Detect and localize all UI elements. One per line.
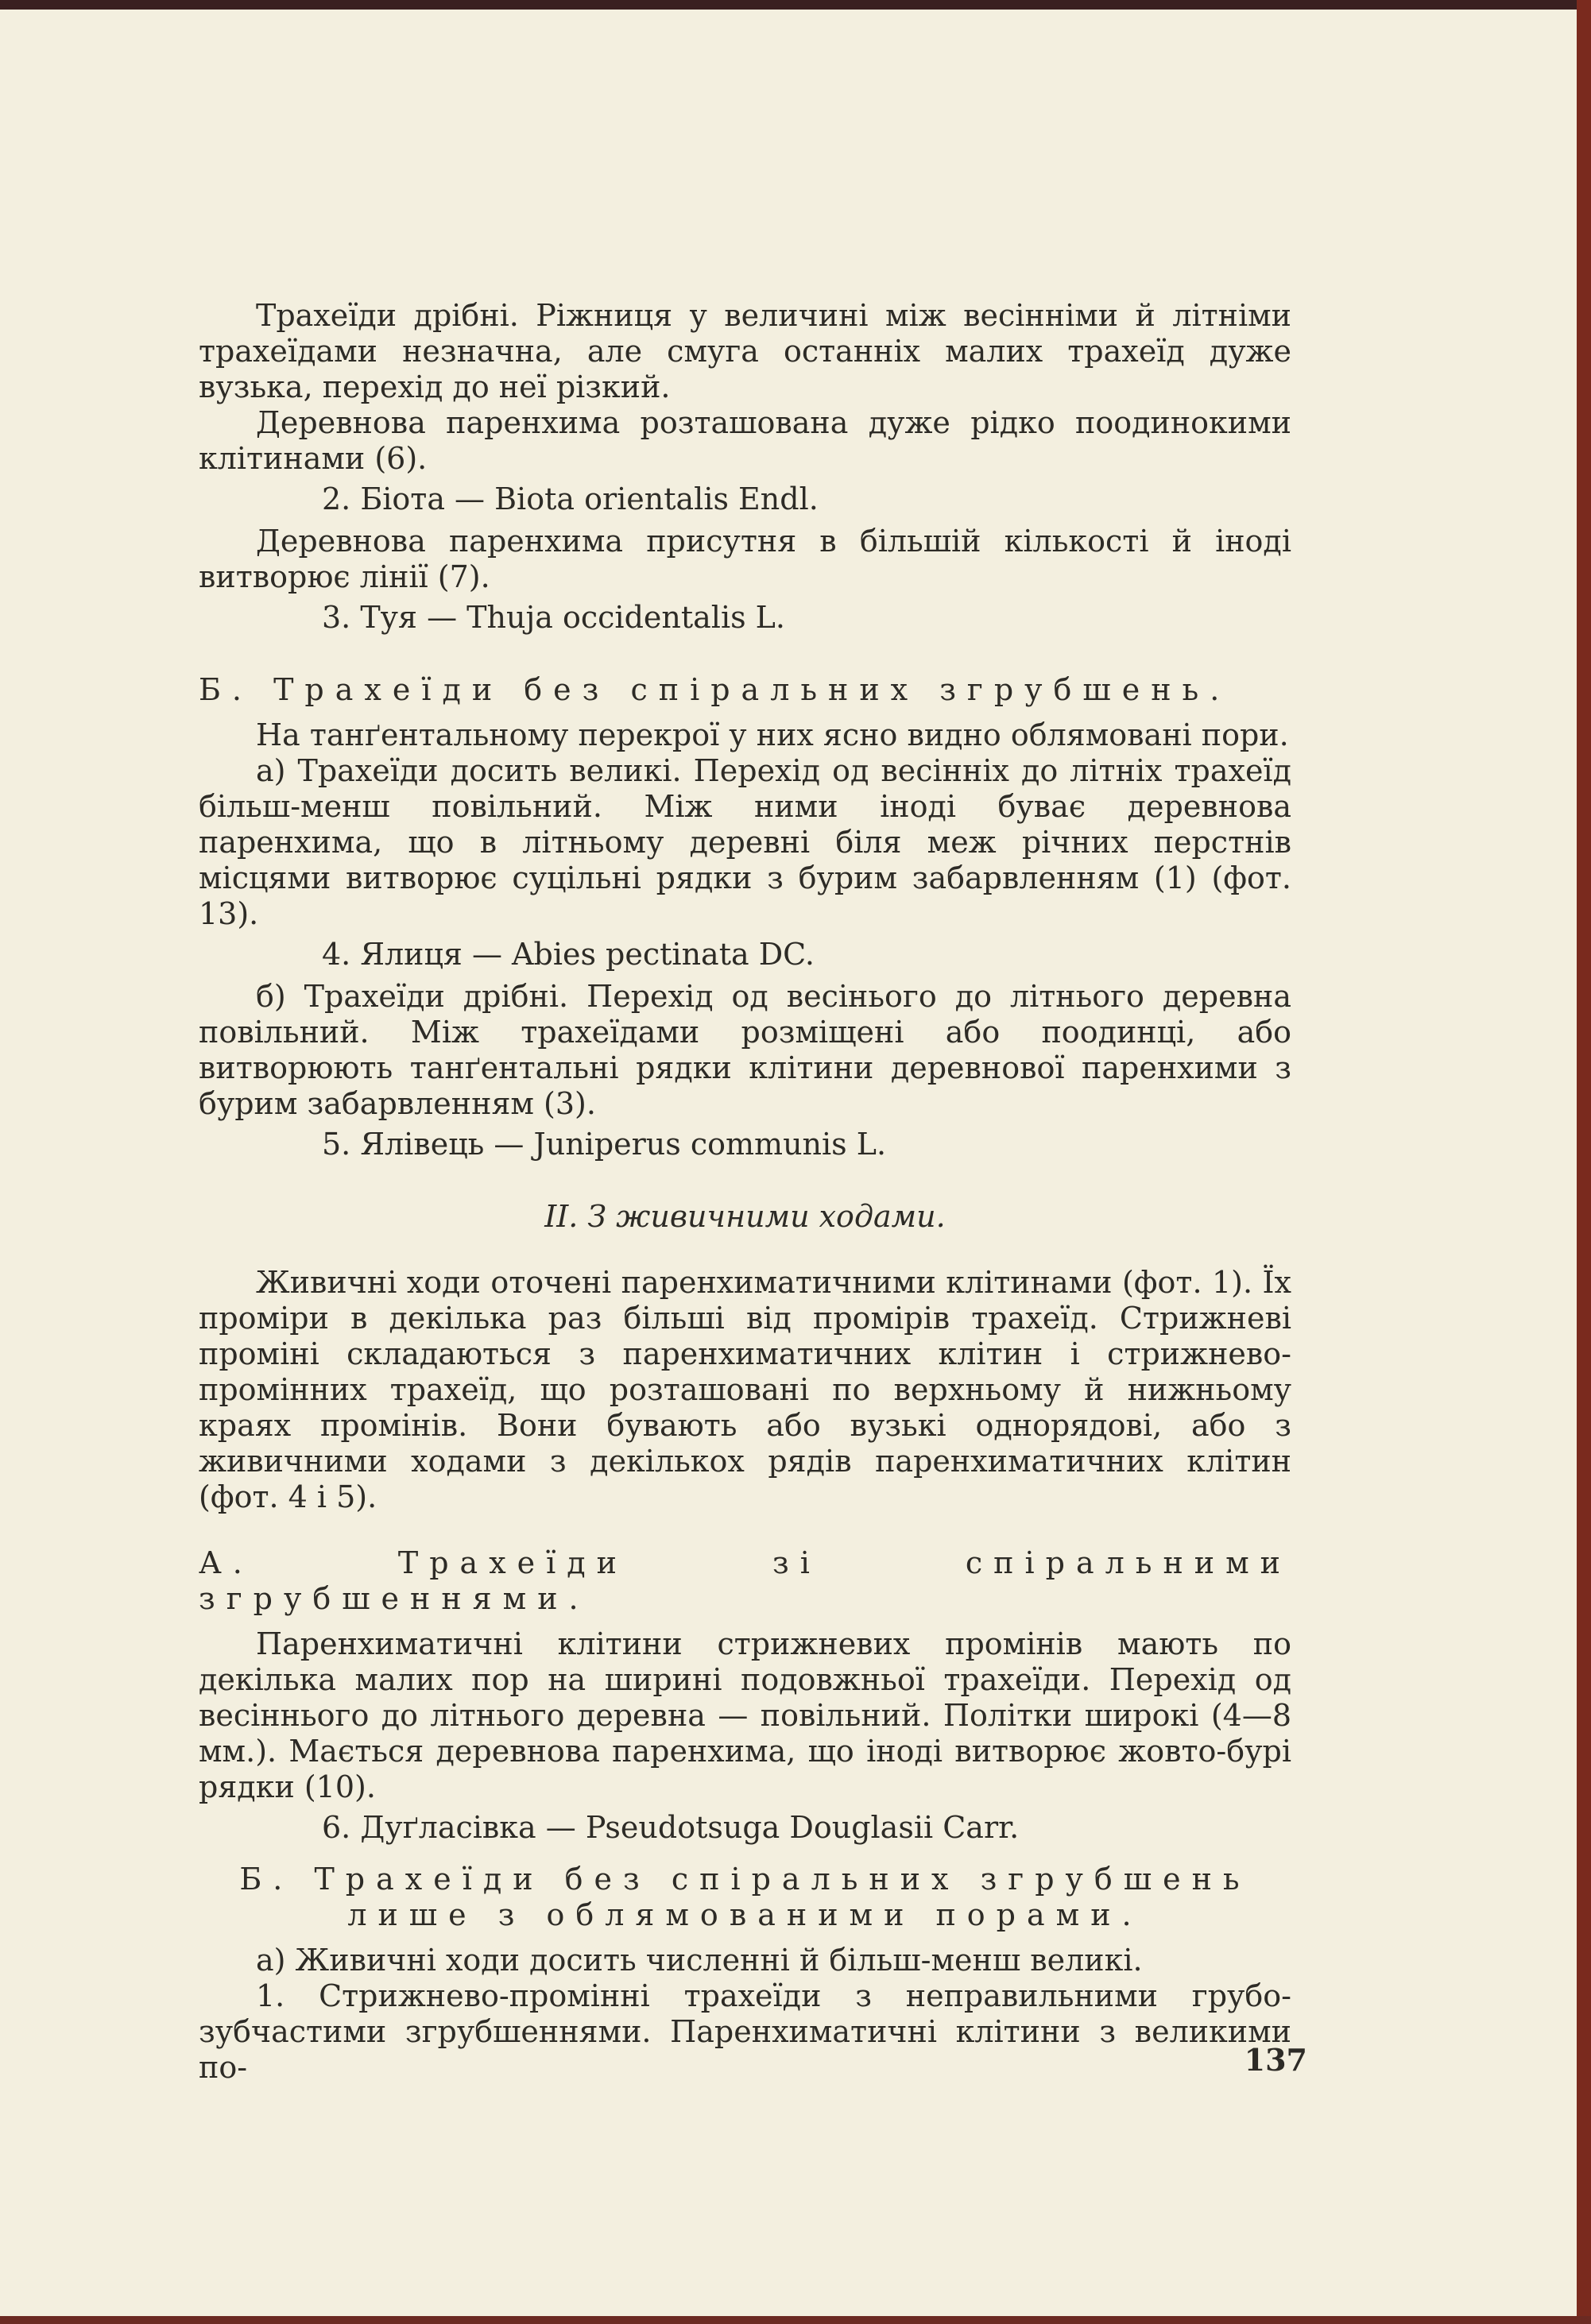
- taxon-entry: 3. Туя — Thuja occidentalis L.: [322, 600, 785, 635]
- paragraph: Трахеїди дрібні. Ріжниця у величині між весінніми й літніми трахеїдами незначна, але смуга останніх малих трахеїд дуже вузька, перехід до неї різкий.: [199, 298, 1291, 404]
- section-heading-continued: лише з облямованими порами.: [347, 1897, 1143, 1932]
- page-body: [199, 298, 1291, 2086]
- paragraph: Деревнова паренхима розташована дуже рідко поодинокими клітинами (6).: [199, 405, 1291, 476]
- section-heading: Б. Трахеїди без спіральних згрубшень: [239, 1862, 1251, 1897]
- bottom-edge: [0, 2316, 1591, 2324]
- binding-edge: [1577, 0, 1591, 2324]
- paragraph: Живичні ходи оточені паренхиматичними клітинами (фот. 1). Їх проміри в декілька раз більші від промірів трахеїд. Стрижневі проміні складаються з паренхиматичних клітин і стрижнево-промінних трахеїд, що розташовані по верхньому й нижньому краях промінів. Вони бувають або вузькі однорядові, або з живичними ходами з декількох рядів паренхиматичних клітин (фот. 4 і 5).: [199, 1265, 1291, 1514]
- section-heading: Б. Трахеїди без спіральних згрубшень.: [199, 672, 1231, 707]
- paragraph: б) Трахеїди дрібні. Перехід од весінього до літнього деревна повільний. Між трахеїдами розміщені або поодинці, або витворюють танґентальні рядки клітини деревнової паренхими з бурим забарвленням (3).: [199, 979, 1291, 1121]
- paragraph: а) Живичні ходи досить численні й більш-менш великі.: [256, 1943, 1143, 1978]
- paragraph: 1. Стрижнево-промінні трахеїди з неправильними грубо-зубчастими згрубшеннями. Паренхиматичні клітини з великими по-: [199, 1978, 1291, 2085]
- paragraph: Паренхиматичні клітини стрижневих промінів мають по декілька малих пор на ширині подовжньої трахеїди. Перехід од весіннього до літнього деревна — повільний. Політки широкі (4—8 мм.). Мається деревнова паренхима, що іноді витворює жовто-бурі рядки (10).: [199, 1626, 1291, 1804]
- taxon-entry: 2. Біота — Biota orientalis Endl.: [322, 481, 819, 516]
- paragraph: Деревнова паренхима присутня в більшій кількості й іноді витворює лінії (7).: [199, 524, 1291, 594]
- taxon-entry: 6. Дуґласівка — Pseudotsuga Douglasii Carr.: [322, 1810, 1020, 1845]
- paragraph: На танґентальному перекрої у них ясно видно облямовані пори.: [256, 717, 1289, 752]
- paragraph: а) Трахеїди досить великі. Перехід од весінніх до літніх трахеїд більш-менш повільний. Між ними іноді буває деревнова паренхима, що в літньому деревні біля меж річних перстнів місцями витворює суцільні рядки з бурим забарвленням (1) (фот. 13).: [199, 753, 1291, 931]
- page-number: 137: [1244, 2042, 1307, 2078]
- section-heading: А. Трахеїди зі спіральними згрубшеннями.: [199, 1545, 1291, 1616]
- subsection-heading: II. З живичними ходами.: [544, 1199, 946, 1234]
- top-edge: [0, 0, 1591, 10]
- taxon-entry: 4. Ялиця — Abies pectinata DC.: [322, 937, 815, 972]
- taxon-entry: 5. Ялівець — Juniperus communis L.: [322, 1127, 887, 1162]
